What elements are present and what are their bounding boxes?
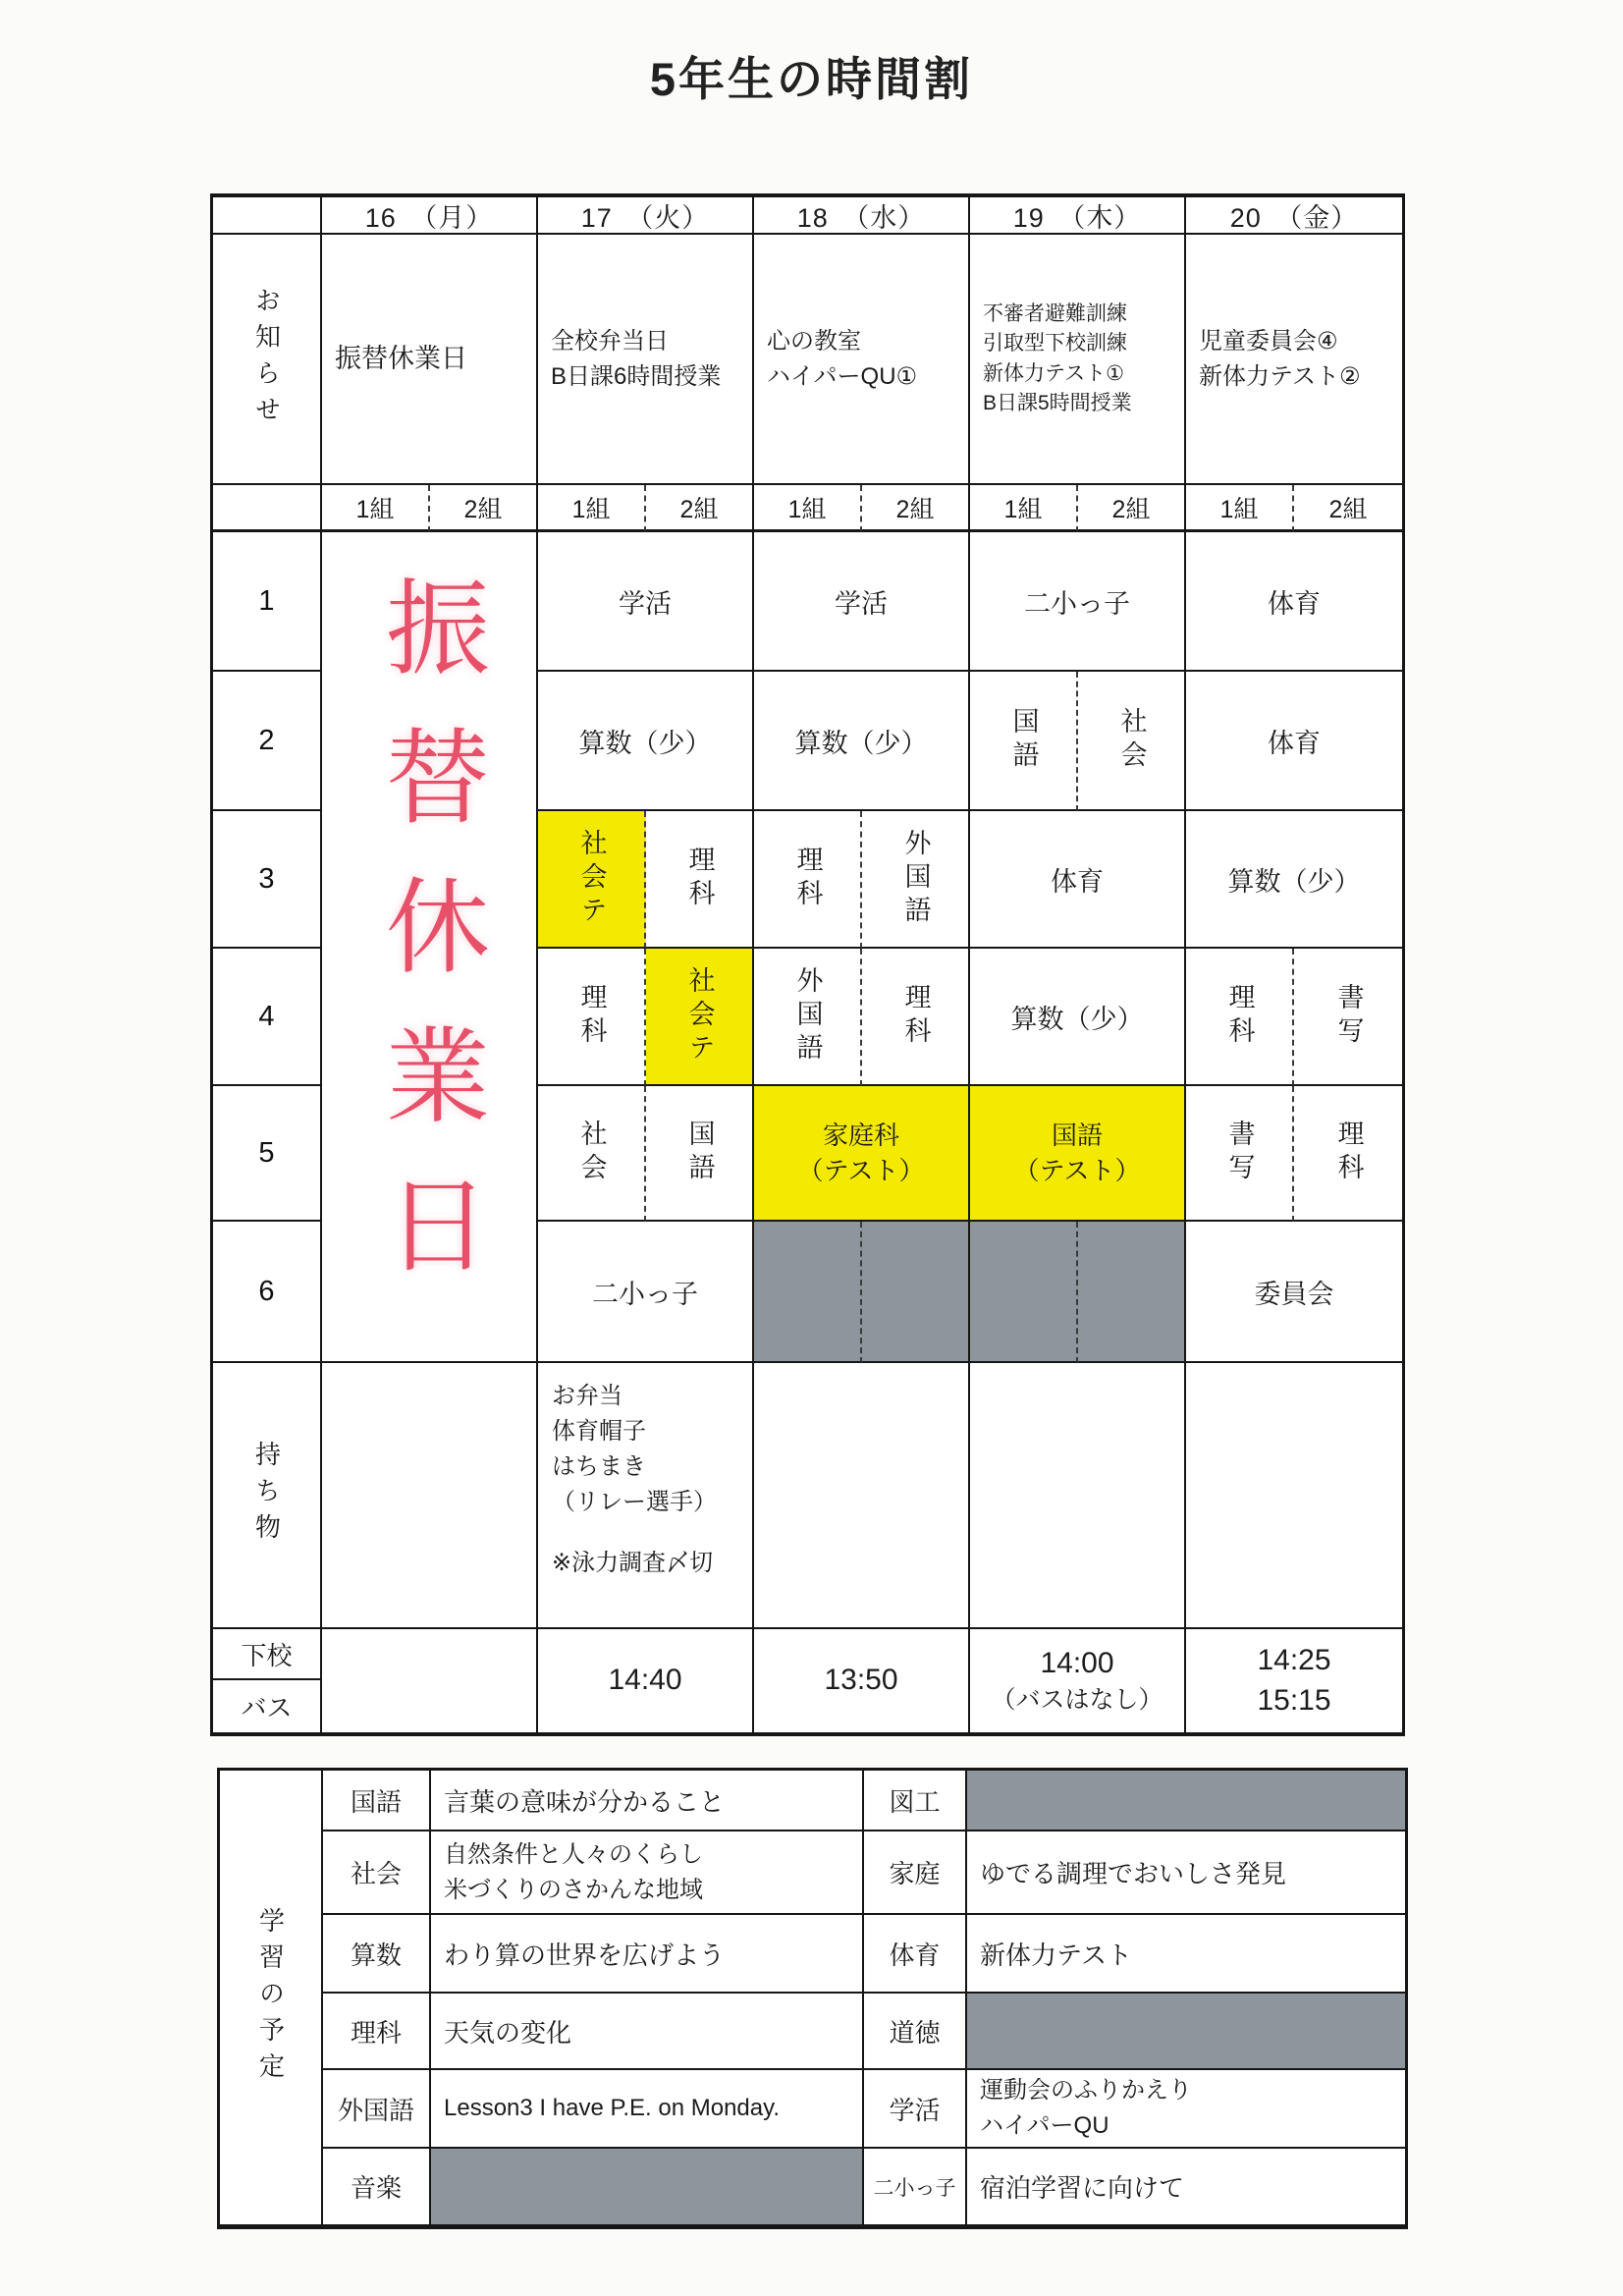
text-line: 全校弁当日	[551, 327, 669, 355]
plan-subject-cell: 図工	[864, 1771, 967, 1831]
dismissal-time-cell	[970, 1629, 1186, 1732]
subject-cell: 理科	[1186, 949, 1294, 1086]
text-line: 児童委員会④	[1199, 327, 1338, 355]
subject-cell: 理科	[646, 811, 754, 949]
subject-cell: 書写	[1294, 949, 1402, 1086]
subject-cell: 外国語	[862, 811, 970, 949]
belongings-cell	[322, 1363, 538, 1629]
subject-cell: 国語	[646, 1086, 754, 1222]
subject-cell: 書写	[1186, 1086, 1294, 1222]
subject-cell	[862, 1222, 970, 1363]
class-group-header: 1組	[322, 485, 430, 532]
text-line: 14:25	[1257, 1644, 1331, 1676]
study-plan-grid	[217, 1768, 1408, 2229]
period-number: 4	[213, 949, 322, 1086]
subject-cell: 社会	[1078, 672, 1186, 811]
plan-subject-cell: 外国語	[323, 2070, 431, 2149]
text-line: 天気の変化	[444, 2017, 572, 2048]
belongings-cell	[970, 1363, 1186, 1629]
plan-subject-cell: 理科	[323, 1994, 431, 2070]
plan-subject-cell: 算数	[323, 1915, 431, 1994]
plan-subject-cell: 道徳	[864, 1994, 967, 2070]
plan-content-cell	[431, 1994, 864, 2070]
subject-cell: 算数（少）	[1186, 811, 1402, 949]
text-line: 不審者避難訓練	[983, 301, 1127, 325]
text-line: （リレー選手）	[552, 1489, 717, 1515]
subject-cell: 社会テ	[538, 811, 646, 949]
day-header-cell: 18 （水）	[754, 197, 970, 235]
day-header-cell: 16 （月）	[322, 197, 538, 235]
plan-content-cell	[967, 1915, 1405, 1994]
text-line: （バスはなし）	[991, 1685, 1163, 1714]
subject-cell: 委員会	[1186, 1222, 1402, 1363]
text-line: 新体力テスト	[980, 1940, 1132, 1970]
subject-cell: 社会	[538, 1086, 646, 1222]
dismissal-label: バス	[213, 1680, 322, 1732]
belongings-cell	[538, 1363, 754, 1629]
dismissal-time-cell	[322, 1629, 538, 1732]
text-line: 14:40	[608, 1664, 682, 1697]
subject-cell	[1078, 1222, 1186, 1363]
study-plan-header	[220, 1771, 323, 2224]
text-line: B日課5時間授業	[983, 391, 1132, 414]
belongings-label-text: 持ち物	[251, 1441, 282, 1550]
plan-content-cell	[431, 2149, 864, 2224]
subject-cell: 学活	[538, 532, 754, 672]
subject-cell: 算数（少）	[754, 672, 970, 811]
text-line: 振替休業日	[335, 344, 467, 374]
text-line: 新体力テスト①	[983, 361, 1124, 385]
class-group-header: 2組	[862, 485, 970, 532]
plan-subject-cell: 社会	[323, 1831, 431, 1915]
belongings-label	[213, 1363, 322, 1629]
class-group-header: 1組	[754, 485, 862, 532]
plan-content-cell	[431, 1915, 864, 1994]
corner-cell	[213, 197, 322, 235]
period-number: 1	[213, 532, 322, 672]
text-line: 言葉の意味が分かること	[444, 1786, 726, 1817]
announcements-label-text: お知らせ	[251, 286, 282, 432]
text-line: 宿泊学習に向けて	[980, 2173, 1185, 2203]
subject-cell: 体育	[1186, 532, 1402, 672]
text-line: 新体力テスト②	[1199, 362, 1361, 390]
announcement-cell	[322, 235, 538, 485]
text-line: お弁当	[552, 1383, 622, 1409]
plan-subject-cell: 体育	[864, 1915, 967, 1994]
text-line: B日課6時間授業	[551, 362, 722, 390]
text-line: 引取型下校訓練	[983, 332, 1127, 355]
subject-cell	[970, 1086, 1186, 1222]
subject-cell	[754, 1222, 862, 1363]
subject-cell: 二小っ子	[538, 1222, 754, 1363]
subject-cell: 体育	[970, 811, 1186, 949]
text-line: 14:00	[1040, 1647, 1114, 1680]
announcement-cell	[538, 235, 754, 485]
subject-cell: 算数（少）	[538, 672, 754, 811]
subject-cell: 理科	[862, 949, 970, 1086]
text-line: 自然条件と人々のくらし	[444, 1840, 703, 1868]
day-header-cell: 20 （金）	[1186, 197, 1402, 235]
plan-subject-cell: 国語	[323, 1771, 431, 1831]
subject-cell: 学活	[754, 532, 970, 672]
announcements-label	[213, 235, 322, 485]
holiday-text: 振替休業日	[371, 574, 487, 1320]
plan-content-cell	[967, 2149, 1405, 2224]
class-group-header: 1組	[1186, 485, 1294, 532]
plan-content-cell	[967, 1771, 1405, 1831]
text-line: 運動会のふりかえり	[980, 2077, 1192, 2104]
announcement-cell	[970, 235, 1186, 485]
plan-subject-cell: 音楽	[323, 2149, 431, 2224]
text-line: 心の教室	[767, 327, 861, 355]
text-line: （テスト）	[1013, 1156, 1141, 1185]
class-group-header: 1組	[538, 485, 646, 532]
class-group-header: 2組	[646, 485, 754, 532]
subject-cell: 算数（少）	[970, 949, 1186, 1086]
class-group-header: 1組	[970, 485, 1078, 532]
announcement-cell	[754, 235, 970, 485]
text-line: 15:15	[1257, 1683, 1331, 1717]
plan-subject-cell: 二小っ子	[864, 2149, 967, 2224]
text-line: ハイパーQU	[980, 2112, 1109, 2139]
period-number: 2	[213, 672, 322, 811]
text-line: ※泳力調査〆切	[552, 1550, 714, 1576]
subject-cell: 理科	[1294, 1086, 1402, 1222]
dismissal-time-cell	[754, 1629, 970, 1732]
text-line: ゆでる調理でおいしさ発見	[980, 1859, 1287, 1888]
subject-cell: 二小っ子	[970, 532, 1186, 672]
text-line: 13:50	[824, 1664, 898, 1697]
period-number: 5	[213, 1086, 322, 1222]
study-plan-header-text: 学習の予定	[255, 1906, 286, 2089]
text-line: 米づくりのさかんな地域	[444, 1876, 703, 1903]
timetable-grid	[210, 193, 1405, 1736]
dismissal-label: 下校	[213, 1629, 322, 1680]
plan-content-cell	[967, 1831, 1405, 1915]
holiday-cell	[322, 532, 538, 1363]
dismissal-time-cell	[538, 1629, 754, 1732]
text-line: 家庭科	[822, 1120, 899, 1150]
text-line: Lesson3 I have P.E. on Monday.	[444, 2095, 781, 2121]
plan-subject-cell: 学活	[864, 2070, 967, 2149]
period-number: 3	[213, 811, 322, 949]
subject-cell: 社会テ	[646, 949, 754, 1086]
corner-cell	[213, 485, 322, 532]
subject-cell: 体育	[1186, 672, 1402, 811]
subject-cell	[970, 1222, 1078, 1363]
belongings-cell	[1186, 1363, 1402, 1629]
belongings-cell	[754, 1363, 970, 1629]
plan-subject-cell: 家庭	[864, 1831, 967, 1915]
text-line: はちまき	[552, 1453, 646, 1480]
subject-cell	[754, 1086, 970, 1222]
text-line: 国語	[1051, 1120, 1103, 1150]
page-title: 5年生の時間割	[649, 53, 974, 105]
day-header-cell: 17 （火）	[538, 197, 754, 235]
text-line: 体育帽子	[552, 1418, 646, 1445]
text-line: わり算の世界を広げよう	[444, 1940, 726, 1970]
plan-content-cell	[967, 2070, 1405, 2149]
plan-content-cell	[431, 1831, 864, 1915]
class-group-header: 2組	[1078, 485, 1186, 532]
subject-cell: 理科	[538, 949, 646, 1086]
day-header-cell: 19 （木）	[970, 197, 1186, 235]
subject-cell: 国語	[970, 672, 1078, 811]
period-number: 6	[213, 1222, 322, 1363]
plan-content-cell	[431, 2070, 864, 2149]
announcement-cell	[1186, 235, 1402, 485]
class-group-header: 2組	[430, 485, 538, 532]
plan-content-cell	[967, 1994, 1405, 2070]
text-line: （テスト）	[797, 1156, 925, 1185]
subject-cell: 理科	[754, 811, 862, 949]
class-group-header: 2組	[1294, 485, 1402, 532]
dismissal-time-cell	[1186, 1629, 1402, 1732]
plan-content-cell	[431, 1771, 864, 1831]
text-line: ハイパーQU①	[767, 362, 918, 390]
subject-cell: 外国語	[754, 949, 862, 1086]
